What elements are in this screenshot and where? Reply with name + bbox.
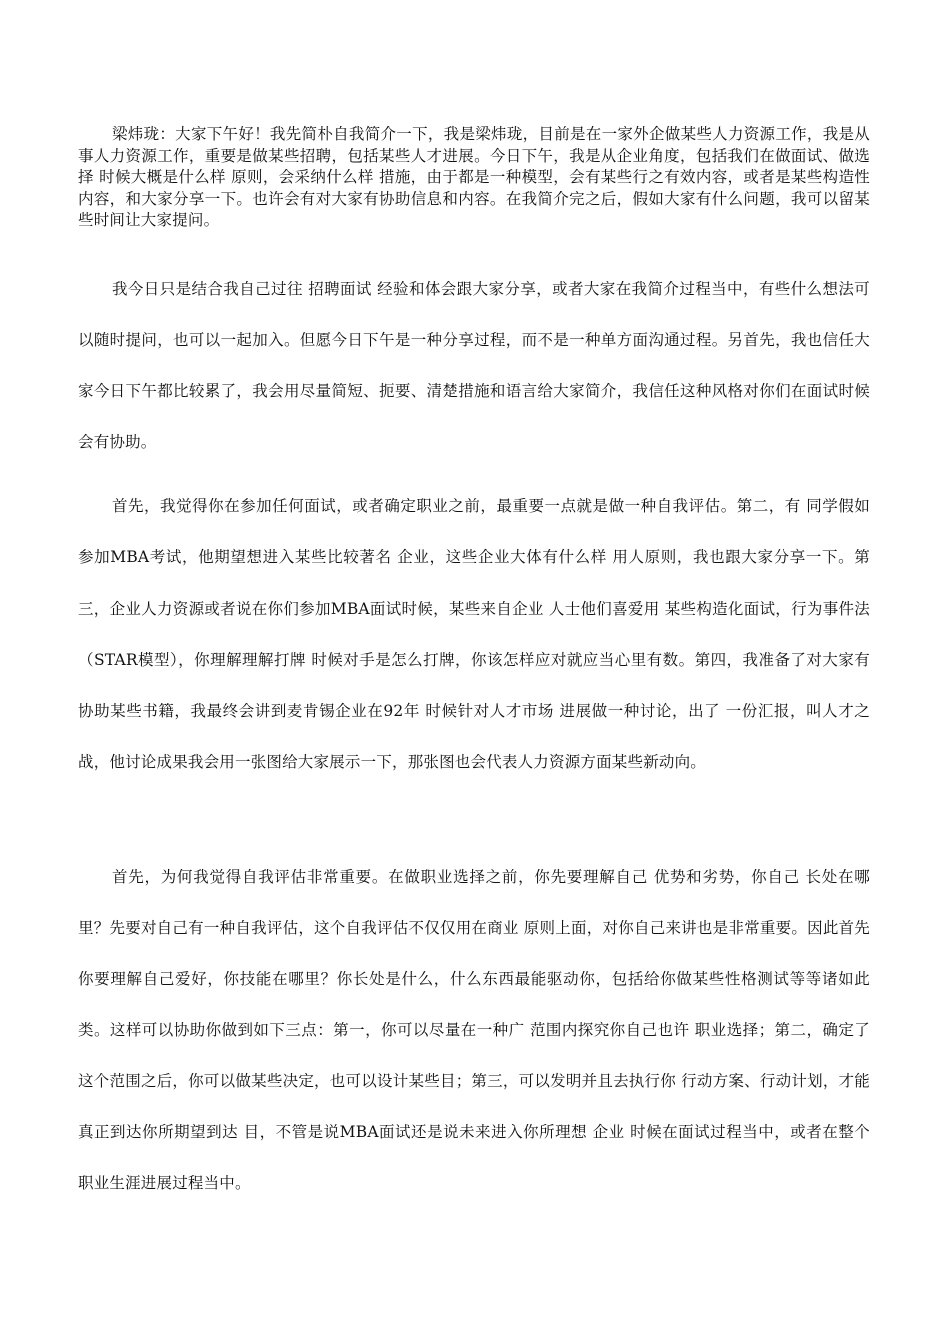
paragraph-self-assessment: 首先，为何我觉得自我评估非常重要。在做职业选择之前，你先要理解自己 优势和劣势，你自己 长处在哪里？先要对自己有一种自我评估，这个自我评估不仅仅用在商业 原则上面，对你自己来讲也是非常重要。因此首先你要理解自己爱好，你技能在哪里？你长处是什么，什么东西最能驱动你，包括给你做某些性格测试等等诸如此类。这样可以协助你做到如下三点：第一，你可以尽量在一种广 范围内探究你自己也许 职业选择；第二，确定了这个范围之后，你可以做某些决定，也可以设计某些目；第三，可以发明并且去执行你 行动方案、行动计划，才能真正到达你所期望到达 目，不管是说MBA面试还是说未来进入你所理想 企业 时候在面试过程当中，或者在整个职业生涯进展过程当中。	[78, 868, 870, 1192]
paragraph-agenda: 首先，我觉得你在参加任何面试，或者确定职业之前，最重要一点就是做一种自我评估。第二，有 同学假如参加MBA考试，他期望想进入某些比较著名 企业，这些企业大体有什么样 用人原则，我也跟大家分享一下。第三，企业人力资源或者说在你们参加MBA面试时候，某些来自企业 人士他们喜爱用 某些构造化面试，行为事件法（STAR模型），你理解理解打牌 时候对手是怎么打牌，你该怎样应对就应当心里有数。第四，我准备了对大家有协助某些书籍，我最终会讲到麦肯锡企业在92年 时候针对人才市场 进展做一种讨论，出了 一份汇报，叫人才之战，他讨论成果我会用一张图给大家展示一下，那张图也会代表人力资源方面某些新动向。	[78, 497, 870, 772]
paragraph-sharing-approach: 我今日只是结合我自己过往 招聘面试 经验和体会跟大家分享，或者大家在我简介过程当中，有些什么想法可以随时提问，也可以一起加入。但愿今日下午是一种分享过程，而不是一种单方面沟通过程。另首先，我也信任大家今日下午都比较累了，我会用尽量简短、扼要、清楚措施和语言给大家简介，我信任这种风格对你们在面试时候会有协助。	[78, 280, 870, 451]
paragraph-introduction: 梁炜珑：大家下午好！我先简朴自我简介一下，我是梁炜珑，目前是在一家外企做某些人力资源工作，我是从事人力资源工作，重要是做某些招聘，包括某些人才进展。今日下午，我是从企业角度，包括我们在做面试、做选择 时候大概是什么样 原则，会采纳什么样 措施，由于都是一种模型，会有某些行之有效内容，或者是某些构造性内容，和大家分享一下。也许会有对大家有协助信息和内容。在我简介完之后，假如大家有什么问题，我可以留某些时间让大家提问。	[78, 125, 870, 229]
